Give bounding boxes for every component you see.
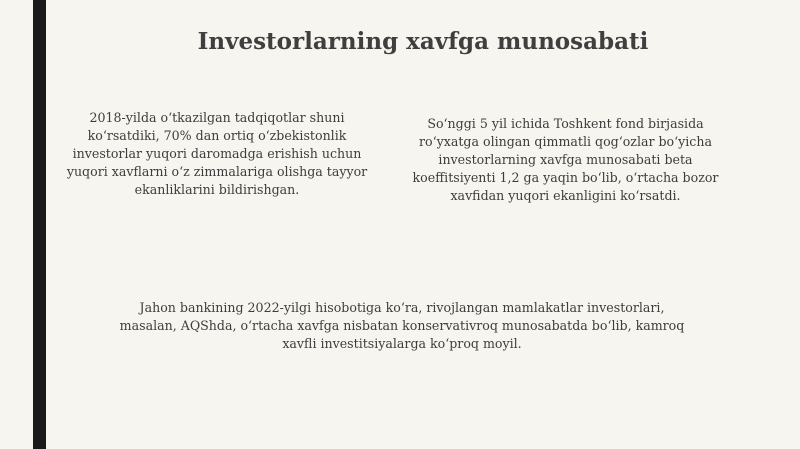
left-accent-bar xyxy=(33,0,46,449)
slide-title: Investorlarning xavfga munosabati xyxy=(197,28,649,55)
paragraph-right: So‘nggi 5 yil ichida Toshkent fond birjasida ro‘yxatga olingan qimmatli qog‘ozlar bo‘yicha investorlarning xavfga munosabati beta koeffitsiyenti 1,2 ga yaqin bo‘lib, o‘rtacha bozor xavfidan yuqori ekanligini ko‘rsatdi. xyxy=(412,116,719,203)
paragraph-bottom: Jahon bankining 2022-yilgi hisobotiga ko‘ra, rivojlangan mamlakatlar investorlari, masalan, AQShda, o‘rtacha xavfga nisbatan konservativroq munosabatda bo‘lib, kamroq xavfli investitsiyalarga ko‘proq moyil. xyxy=(119,300,685,351)
paragraph-left: 2018-yilda o‘tkazilgan tadqiqotlar shuni ko‘rsatdiki, 70% dan ortiq o‘zbekistonlik investorlar yuqori daromadga erishish uchun yuqori xavflarni o‘z zimmalariga olishga tayyor ekanliklarini bildirishgan. xyxy=(66,110,368,197)
